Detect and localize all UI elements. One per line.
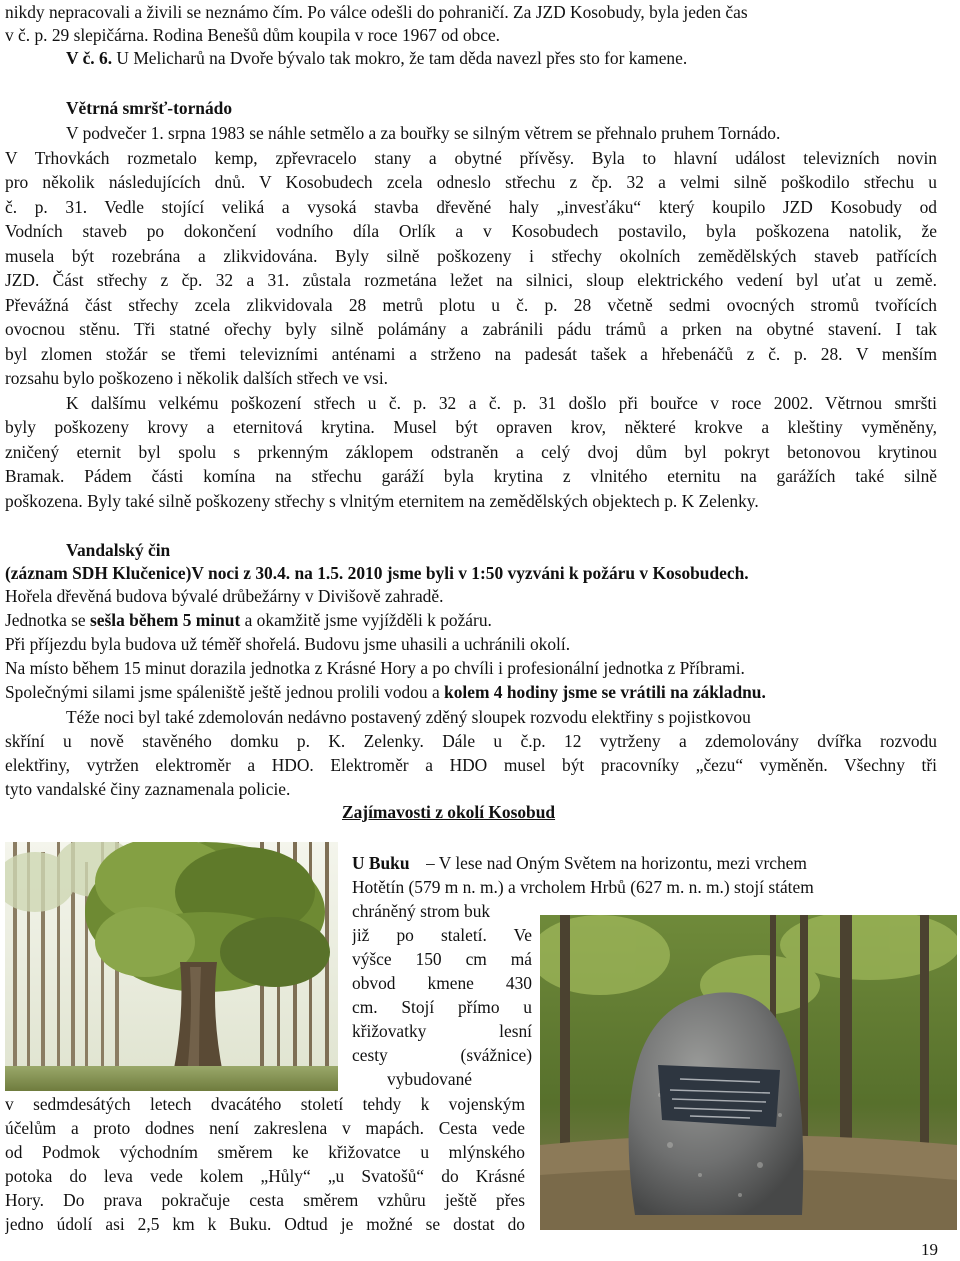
text-line: Na místo během 15 minut dorazila jednotka z Krásné Hory a po chvíli i profesionální jednotka z Příbrami. — [5, 658, 745, 678]
text-span: a okamžitě jsme vyjížděli k požáru. — [240, 610, 492, 630]
text-line: Při příjezdu byla budova už téměř shořelá. Budovu jsme uhasili a uchránili okolí. — [5, 634, 571, 654]
text-line: Hotětín (579 m n. m.) a vrcholem Hrbů (627 m. n. m.) stojí státem — [352, 877, 814, 897]
text-line: křižovatky lesní — [352, 1021, 532, 1041]
text-line: nikdy nepracovali a živili se neznámo čím. Po válce odešli do pohraničí. Za JZD Kosobudy, byla jeden čas — [5, 2, 748, 22]
text-line: č. p. 31. Vedle stojící veliká a vysoká stavba dřevěné haly „invesťáku“ který koupilo JZD Kosobudy od — [5, 197, 937, 217]
text-span: U Melicharů na Dvoře bývalo tak mokro, že tam děda navezl přes sto for kamene. — [112, 48, 688, 68]
text-line: V podvečer 1. srpna 1983 se náhle setmělo a za bouřky se silným větrem se přehnalo pruhem Tornádo. — [66, 123, 781, 143]
text-line: poškozena. Byly také silně poškozeny střechy s vlnitým eternitem na zemědělských objektech p. K Zelenky. — [5, 491, 759, 511]
text-line: Vodních staveb po dokončení vodního díla Orlík a v Kosobudech postavilo, byla poškozena natolik, že — [5, 221, 937, 241]
text-line: již po staletí. Ve — [352, 925, 532, 945]
text-line: pro několik následujících dnů. V Kosobudech zcela odneslo střechu z čp. 32 a velmi silně poškodilo střechu u — [5, 172, 937, 192]
text-line: Hořela dřevěná budova bývalé drůbežárny v Divišově zahradě. — [5, 586, 444, 606]
text-line — [5, 681, 937, 704]
text-bold: U Buku — [352, 853, 410, 873]
text-line: byly poškozeny krovy a eternitová krytina. Musel být opraven krov, některé krokve a kleštiny vyměněny, — [5, 417, 937, 437]
section-heading-sights: Zajímavosti z okolí Kosobud — [342, 802, 556, 822]
text-line: účelům a proto dodnes není zakreslena v mapách. Cesta vede — [5, 1118, 525, 1138]
text-line: Bramak. Pádem části komína na střechu garáží byla krytina z vlnitého eternitu na garážích také silně — [5, 466, 937, 486]
text-line: cesty (svážnice) — [352, 1045, 532, 1065]
text-line: obvod kmene 430 — [352, 973, 532, 993]
text-line: vybudované — [387, 1069, 473, 1089]
text-bold: kolem 4 hodiny jsme se vrátili na základnu. — [444, 682, 766, 702]
text-line: JZD. Část střechy z čp. 32 a 31. zůstala rozmetána ležet na silnici, sloup elektrického vedení byl uťat u země. — [5, 270, 937, 290]
text-line: – V lese nad Oným Světem na horizontu, mezi vrchem — [426, 853, 807, 873]
text-line: chráněný strom buk — [352, 901, 491, 921]
text-line: jedno údolí asi 2,5 km k Buku. Odtud je možné se dostat do — [5, 1214, 525, 1234]
memorial-stone-photo — [540, 915, 957, 1230]
text-line: musela být rozebrána a zlikvidována. Byly silně poškozeny i střechy okolních zemědělských staveb patřících — [5, 246, 937, 266]
page-number: 19 — [921, 1240, 938, 1259]
text-span: Společnými silami jsme spáleniště ještě jednou prolili vodou a — [5, 682, 445, 702]
section-heading-tornado: Větrná smršť-tornádo — [66, 98, 233, 118]
text-line — [5, 609, 937, 632]
text-line: (záznam SDH Klučenice)V noci z 30.4. na 1.5. 2010 jsme byli v 1:50 vyzváni k požáru v Kosobudech. — [5, 563, 749, 583]
text-line: ovocnou stěnu. Tři statné ořechy byly silně polámány a zabránili pádu trámů a prken na obytné stavení. I tak — [5, 319, 937, 339]
text-line: v sedmdesátých letech dvacátého století tehdy k vojenským — [5, 1094, 525, 1114]
text-line: rozsahu bylo poškozeno i několik dalších střech ve vsi. — [5, 368, 388, 388]
text-line: v č. p. 29 slepičárna. Rodina Benešů dům koupila v roce 1967 od obce. — [5, 25, 501, 45]
text-line: V Trhovkách rozmetalo kemp, zpřevracelo stany a obytné přívěsy. Byla to hlavní událost televizních novin — [5, 148, 937, 168]
text-bold: V č. 6. — [66, 48, 113, 68]
section-heading-vandalism: Vandalský čin — [66, 540, 171, 560]
text-line: tyto vandalské činy zaznamenala policie. — [5, 779, 291, 799]
text-line: od Podmok východním směrem ke křižovatce u mlýnského — [5, 1142, 525, 1162]
text-bold: sešla během 5 minut — [90, 610, 241, 630]
text-line: Hory. Do prava pokračuje cesta směrem vzhůru ještě přes — [5, 1190, 525, 1210]
text-line: elektřiny, vytržen elektroměr a HDO. Elektroměr a HDO musel být pracovníky „čezu“ vyměněn. Všechny tři — [5, 755, 937, 775]
beech-tree-photo — [5, 842, 338, 1091]
text-line — [66, 47, 936, 70]
text-line: zničený eternit byl spolu s prkenným záklopem odstraněn a celý dvoj dům byl pokryt betonovou krytinou — [5, 442, 937, 462]
text-line: Převážná část střechy zcela zlikvidovala 28 metrů plotu u č. p. 28 včetně sedmi ovocných stromů tvořících — [5, 295, 937, 315]
text-line: cm. Stojí přímo u — [352, 997, 532, 1017]
text-line: potoka do leva vede kolem „Hůly“ „u Svatošů“ do Krásné — [5, 1166, 525, 1186]
memorial-stone-image — [540, 915, 957, 1230]
text-line: Téže noci byl také zdemolován nedávno postavený zděný sloupek rozvodu elektřiny s pojistkovou — [66, 707, 751, 727]
beech-tree-image — [5, 842, 338, 1091]
text-line: K dalšímu velkému poškození střech u č. p. 32 a č. p. 31 došlo při bouřce v roce 2002. Větrnou smršti — [66, 393, 937, 413]
text-line: skříní u nově stavěného domku p. K. Zelenky. Dále u č.p. 12 vytrženy a zdemolovány dvířka rozvodu — [5, 731, 937, 751]
text-line: byl zlomen stožár se třemi televizními anténami a strženo na padesát tašek a hřebenáčů z č. p. 28. V menším — [5, 344, 937, 364]
text-line: výšce 150 cm má — [352, 949, 532, 969]
text-span: Jednotka se — [5, 610, 91, 630]
